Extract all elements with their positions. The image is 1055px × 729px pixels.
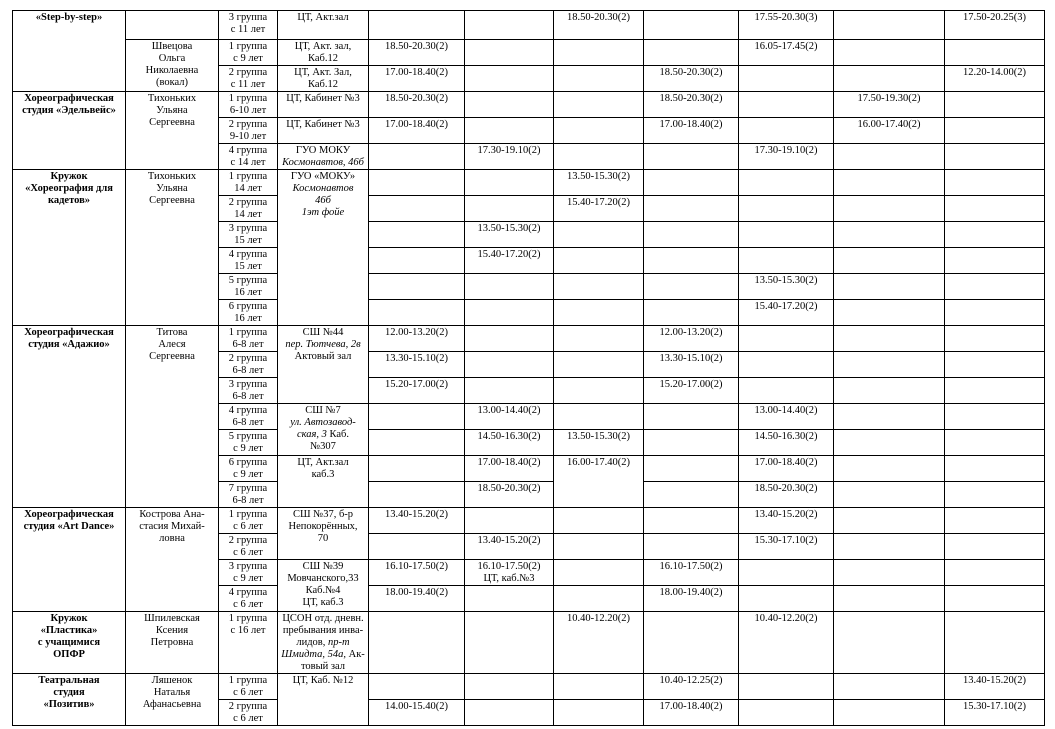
time-slot: 16.00-17.40(2) xyxy=(554,456,644,508)
location-label: ЦСОН отд. дневн. пребывания инва- лидов, пр-т Шмидта, 54а, Ак- товый зал xyxy=(278,612,369,674)
empty-cell xyxy=(834,222,945,248)
empty-cell xyxy=(834,170,945,196)
location-label: ЦТ, Акт.зал xyxy=(278,11,369,40)
empty-cell xyxy=(834,274,945,300)
teacher-name: Тихоньких Ульяна Сергеевна xyxy=(126,92,219,170)
studio-name: Хореографическая студия «Эдельвейс» xyxy=(13,92,126,170)
table-row xyxy=(13,508,1045,534)
group-label: 1 группа 14 лет xyxy=(219,170,278,196)
empty-cell xyxy=(739,66,834,92)
empty-cell xyxy=(945,456,1045,482)
empty-cell xyxy=(644,274,739,300)
time-slot: 18.50-20.30(2) xyxy=(644,66,739,92)
group-label: 1 группа с 6 лет xyxy=(219,508,278,534)
empty-cell xyxy=(945,508,1045,534)
empty-cell xyxy=(834,404,945,430)
group-label: 2 группа 9-10 лет xyxy=(219,118,278,144)
empty-cell xyxy=(945,92,1045,118)
group-label: 1 группа с 9 лет xyxy=(219,40,278,66)
empty-cell xyxy=(834,508,945,534)
time-slot: 12.20-14.00(2) xyxy=(945,66,1045,92)
empty-cell xyxy=(739,326,834,352)
time-slot: 13.50-15.30(2) xyxy=(554,170,644,196)
empty-cell xyxy=(465,378,554,404)
empty-cell xyxy=(369,248,465,274)
group-label: 1 группа с 16 лет xyxy=(219,612,278,674)
group-label: 3 группа 15 лет xyxy=(219,222,278,248)
empty-cell xyxy=(834,700,945,726)
empty-cell xyxy=(465,352,554,378)
time-slot: 14.50-16.30(2) xyxy=(465,430,554,456)
empty-cell xyxy=(739,674,834,700)
location-label: ЦТ, Акт.зал каб.3 xyxy=(278,456,369,508)
location-label: ЦТ, Кабинет №3 xyxy=(278,118,369,144)
time-slot: 17.00-18.40(2) xyxy=(644,700,739,726)
empty-cell xyxy=(554,248,644,274)
time-slot: 18.50-20.30(2) xyxy=(739,482,834,508)
time-slot: 15.40-17.20(2) xyxy=(554,196,644,222)
empty-cell xyxy=(554,222,644,248)
time-slot: 15.20-17.00(2) xyxy=(369,378,465,404)
table-row xyxy=(13,40,1045,66)
group-label: 2 группа 6-8 лет xyxy=(219,352,278,378)
empty-cell xyxy=(465,92,554,118)
empty-cell xyxy=(369,482,465,508)
empty-cell xyxy=(945,430,1045,456)
empty-cell xyxy=(739,560,834,586)
empty-cell xyxy=(369,430,465,456)
group-label: 2 группа с 6 лет xyxy=(219,534,278,560)
studio-name: Хореографическая студия «Адажио» xyxy=(13,326,126,508)
empty-cell xyxy=(369,196,465,222)
empty-cell xyxy=(739,118,834,144)
empty-cell xyxy=(945,560,1045,586)
empty-cell xyxy=(644,534,739,560)
time-slot: 15.30-17.10(2) xyxy=(739,534,834,560)
teacher-name: Тихоньких Ульяна Сергеевна xyxy=(126,170,219,326)
empty-cell xyxy=(739,248,834,274)
empty-cell xyxy=(834,586,945,612)
empty-cell xyxy=(644,248,739,274)
schedule-body xyxy=(13,11,1045,726)
time-slot: 14.00-15.40(2) xyxy=(369,700,465,726)
group-label: 7 группа 6-8 лет xyxy=(219,482,278,508)
empty-cell xyxy=(644,612,739,674)
time-slot: 13.40-15.20(2) xyxy=(945,674,1045,700)
time-slot: 10.40-12.25(2) xyxy=(644,674,739,700)
empty-cell xyxy=(945,248,1045,274)
time-slot: 18.50-20.30(2) xyxy=(369,92,465,118)
empty-cell xyxy=(834,40,945,66)
empty-cell xyxy=(945,586,1045,612)
empty-cell xyxy=(644,144,739,170)
location-label: СШ №7 ул. Автозавод- ская, 3 Каб. №307 xyxy=(278,404,369,456)
empty-cell xyxy=(644,11,739,40)
group-label: 2 группа 14 лет xyxy=(219,196,278,222)
empty-cell xyxy=(369,404,465,430)
time-slot: 15.30-17.10(2) xyxy=(945,700,1045,726)
time-slot: 17.00-18.40(2) xyxy=(369,66,465,92)
time-slot: 13.30-15.10(2) xyxy=(369,352,465,378)
group-label: 3 группа 6-8 лет xyxy=(219,378,278,404)
empty-cell xyxy=(369,456,465,482)
empty-cell xyxy=(465,612,554,674)
empty-cell xyxy=(945,534,1045,560)
teacher-name: Швецова Ольга Николаевна (вокал) xyxy=(126,40,219,92)
empty-cell xyxy=(945,404,1045,430)
empty-cell xyxy=(834,378,945,404)
time-slot: 12.00-13.20(2) xyxy=(644,326,739,352)
time-slot: 15.40-17.20(2) xyxy=(465,248,554,274)
time-slot: 15.20-17.00(2) xyxy=(644,378,739,404)
empty-cell xyxy=(739,222,834,248)
empty-cell xyxy=(834,612,945,674)
group-label: 6 группа с 9 лет xyxy=(219,456,278,482)
location-label: ЦТ, Акт. Зал, Каб.12 xyxy=(278,66,369,92)
empty-cell xyxy=(369,534,465,560)
time-slot: 16.05-17.45(2) xyxy=(739,40,834,66)
group-label: 1 группа с 6 лет xyxy=(219,674,278,700)
empty-cell xyxy=(644,196,739,222)
empty-cell xyxy=(369,11,465,40)
time-slot: 17.50-19.30(2) xyxy=(834,92,945,118)
empty-cell xyxy=(834,456,945,482)
empty-cell xyxy=(945,326,1045,352)
empty-cell xyxy=(465,508,554,534)
group-label: 2 группа с 6 лет xyxy=(219,700,278,726)
empty-cell xyxy=(834,66,945,92)
time-slot: 13.00-14.40(2) xyxy=(465,404,554,430)
studio-name: «Step-by-step» xyxy=(13,11,126,92)
empty-cell xyxy=(554,326,644,352)
group-label: 1 группа 6-10 лет xyxy=(219,92,278,118)
empty-cell xyxy=(465,40,554,66)
location-label: ГУО МОКУ Космонавтов, 46б xyxy=(278,144,369,170)
empty-cell xyxy=(554,274,644,300)
time-slot: 10.40-12.20(2) xyxy=(739,612,834,674)
table-row xyxy=(13,612,1045,674)
empty-cell xyxy=(554,404,644,430)
empty-cell xyxy=(644,222,739,248)
time-slot: 18.50-20.30(2) xyxy=(465,482,554,508)
empty-cell xyxy=(554,700,644,726)
empty-cell xyxy=(945,196,1045,222)
table-row xyxy=(13,170,1045,196)
location-label: СШ №44 пер. Тютчева, 2в Актовый зал xyxy=(278,326,369,404)
empty-cell xyxy=(465,274,554,300)
empty-cell xyxy=(834,430,945,456)
time-slot: 10.40-12.20(2) xyxy=(554,612,644,674)
teacher-name: Титова Алеся Сергеевна xyxy=(126,326,219,508)
teacher-name: Ляшенок Наталья Афанасьевна xyxy=(126,674,219,726)
time-slot: 17.00-18.40(2) xyxy=(369,118,465,144)
empty-cell xyxy=(465,674,554,700)
time-slot: 18.50-20.30(2) xyxy=(369,40,465,66)
group-label: 2 группа с 11 лет xyxy=(219,66,278,92)
empty-cell xyxy=(644,170,739,196)
empty-cell xyxy=(369,674,465,700)
location-label: СШ №37, б-р Непокорённых, 70 xyxy=(278,508,369,560)
studio-name: Кружок «Хореография для кадетов» xyxy=(13,170,126,326)
empty-cell xyxy=(945,274,1045,300)
group-label: 1 группа 6-8 лет xyxy=(219,326,278,352)
empty-cell xyxy=(554,378,644,404)
time-slot: 13.50-15.30(2) xyxy=(554,430,644,456)
group-label: 5 группа 16 лет xyxy=(219,274,278,300)
time-slot: 17.30-19.10(2) xyxy=(739,144,834,170)
time-slot: 18.50-20.30(2) xyxy=(644,92,739,118)
empty-cell xyxy=(739,170,834,196)
studio-name: Театральная студия «Позитив» xyxy=(13,674,126,726)
empty-cell xyxy=(834,326,945,352)
location-label: ГУО «МОКУ» Космонавтов 46б 1эт фойе xyxy=(278,170,369,326)
empty-cell xyxy=(369,612,465,674)
time-slot: 13.00-14.40(2) xyxy=(739,404,834,430)
empty-cell xyxy=(945,612,1045,674)
time-slot: 17.00-18.40(2) xyxy=(644,118,739,144)
location-label: ЦТ, Каб. №12 xyxy=(278,674,369,726)
empty-cell xyxy=(369,274,465,300)
empty-cell xyxy=(945,378,1045,404)
group-label: 3 группа с 9 лет xyxy=(219,560,278,586)
time-slot: 15.40-17.20(2) xyxy=(739,300,834,326)
empty-cell xyxy=(554,352,644,378)
group-label: 4 группа с 6 лет xyxy=(219,586,278,612)
empty-cell xyxy=(644,456,739,482)
group-label: 3 группа с 11 лет xyxy=(219,11,278,40)
empty-cell xyxy=(834,674,945,700)
empty-cell xyxy=(834,482,945,508)
empty-cell xyxy=(834,560,945,586)
empty-cell xyxy=(554,534,644,560)
location-label: ЦТ, Кабинет №3 xyxy=(278,92,369,118)
empty-cell xyxy=(945,352,1045,378)
empty-cell xyxy=(644,300,739,326)
empty-cell xyxy=(369,144,465,170)
time-slot: 16.10-17.50(2) xyxy=(369,560,465,586)
empty-cell xyxy=(945,222,1045,248)
time-slot: 18.00-19.40(2) xyxy=(644,586,739,612)
empty-cell xyxy=(834,144,945,170)
empty-cell xyxy=(554,300,644,326)
time-slot: 17.00-18.40(2) xyxy=(739,456,834,482)
time-slot: 17.30-19.10(2) xyxy=(465,144,554,170)
empty-cell xyxy=(644,430,739,456)
empty-cell xyxy=(739,586,834,612)
time-slot: 17.55-20.30(3) xyxy=(739,11,834,40)
empty-cell xyxy=(834,11,945,40)
empty-cell xyxy=(465,300,554,326)
empty-cell xyxy=(554,586,644,612)
group-label: 5 группа с 9 лет xyxy=(219,430,278,456)
empty-cell xyxy=(834,196,945,222)
studio-name: Хореографическая студия «Art Dance» xyxy=(13,508,126,612)
location-label: СШ №39 Мовчанского,33 Каб.№4 ЦТ, каб.3 xyxy=(278,560,369,612)
empty-cell xyxy=(834,352,945,378)
studio-name: Кружок «Пластика» с учащимися ОПФР xyxy=(13,612,126,674)
empty-cell xyxy=(554,144,644,170)
time-slot: 16.00-17.40(2) xyxy=(834,118,945,144)
empty-cell xyxy=(945,40,1045,66)
empty-cell xyxy=(834,300,945,326)
empty-cell xyxy=(945,170,1045,196)
time-slot: 17.00-18.40(2) xyxy=(465,456,554,482)
group-label: 4 группа 15 лет xyxy=(219,248,278,274)
empty-cell xyxy=(465,196,554,222)
table-row xyxy=(13,326,1045,352)
empty-cell xyxy=(554,674,644,700)
empty-cell xyxy=(739,378,834,404)
empty-cell xyxy=(945,144,1045,170)
group-label: 4 группа 6-8 лет xyxy=(219,404,278,430)
time-slot: 13.40-15.20(2) xyxy=(739,508,834,534)
empty-cell xyxy=(739,700,834,726)
schedule-table xyxy=(12,10,1045,726)
empty-cell xyxy=(554,508,644,534)
time-slot: 18.00-19.40(2) xyxy=(369,586,465,612)
empty-cell xyxy=(945,300,1045,326)
empty-cell xyxy=(554,40,644,66)
empty-cell xyxy=(644,404,739,430)
teacher-name: Кострова Ана- стасия Михай- ловна xyxy=(126,508,219,612)
location-label: ЦТ, Акт. зал, Каб.12 xyxy=(278,40,369,66)
empty-cell xyxy=(554,118,644,144)
empty-cell xyxy=(739,196,834,222)
empty-cell xyxy=(126,11,219,40)
table-row xyxy=(13,92,1045,118)
empty-cell xyxy=(369,222,465,248)
empty-cell xyxy=(739,92,834,118)
time-slot: 17.50-20.25(3) xyxy=(945,11,1045,40)
empty-cell xyxy=(465,170,554,196)
empty-cell xyxy=(739,352,834,378)
time-slot: 16.10-17.50(2) xyxy=(644,560,739,586)
teacher-name: Шпилевская Ксения Петровна xyxy=(126,612,219,674)
empty-cell xyxy=(945,118,1045,144)
group-label: 4 группа с 14 лет xyxy=(219,144,278,170)
empty-cell xyxy=(644,40,739,66)
empty-cell xyxy=(369,300,465,326)
table-row xyxy=(13,674,1045,700)
empty-cell xyxy=(554,66,644,92)
empty-cell xyxy=(644,508,739,534)
time-slot: 13.30-15.10(2) xyxy=(644,352,739,378)
empty-cell xyxy=(554,560,644,586)
empty-cell xyxy=(554,92,644,118)
empty-cell xyxy=(465,586,554,612)
empty-cell xyxy=(834,248,945,274)
time-slot: 13.40-15.20(2) xyxy=(465,534,554,560)
time-slot: 13.40-15.20(2) xyxy=(369,508,465,534)
empty-cell xyxy=(465,326,554,352)
empty-cell xyxy=(644,482,739,508)
table-row xyxy=(13,11,1045,40)
empty-cell xyxy=(834,534,945,560)
empty-cell xyxy=(465,11,554,40)
empty-cell xyxy=(465,66,554,92)
time-slot: 16.10-17.50(2) ЦТ, каб.№3 xyxy=(465,560,554,586)
empty-cell xyxy=(465,118,554,144)
time-slot: 18.50-20.30(2) xyxy=(554,11,644,40)
empty-cell xyxy=(465,700,554,726)
time-slot: 13.50-15.30(2) xyxy=(465,222,554,248)
time-slot: 13.50-15.30(2) xyxy=(739,274,834,300)
group-label: 6 группа 16 лет xyxy=(219,300,278,326)
time-slot: 12.00-13.20(2) xyxy=(369,326,465,352)
time-slot: 14.50-16.30(2) xyxy=(739,430,834,456)
empty-cell xyxy=(945,482,1045,508)
empty-cell xyxy=(369,170,465,196)
